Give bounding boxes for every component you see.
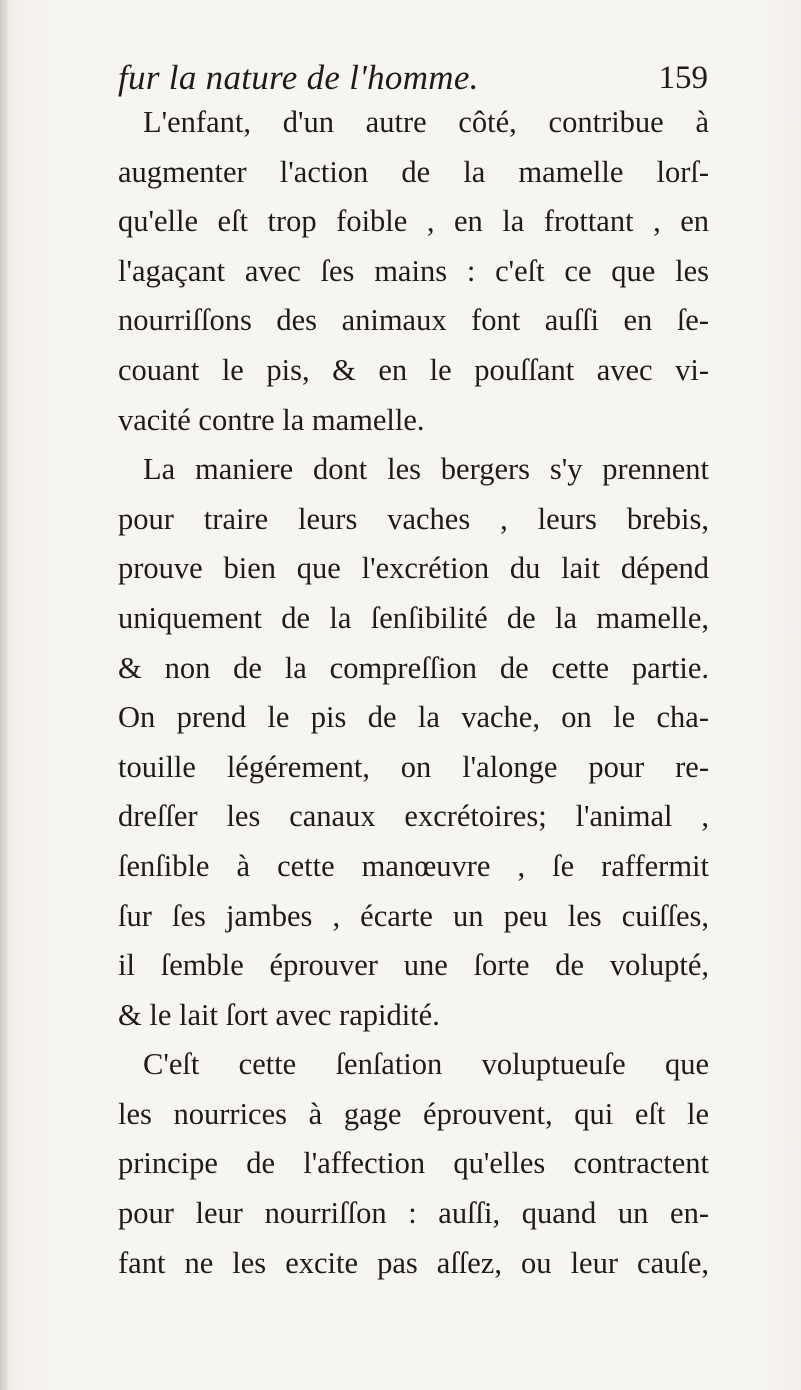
text-line: il ſemble éprouver une ſorte de volupté, [118, 948, 709, 983]
text-line: La maniere dont les bergers s'y prennent [143, 452, 709, 487]
text-line: l'agaçant avec ſes mains : c'eſt ce que les [118, 253, 709, 288]
text-line: & non de la compreſſion de cette partie. [118, 650, 709, 685]
text-line: L'enfant, d'un autre côté, contribue à [143, 105, 709, 139]
text-line: couant le pis, & en le pouſſant avec vi- [118, 352, 709, 387]
text-line: qu'elle eſt trop foible , en la frottant , en [118, 204, 709, 239]
text-line: On prend le pis de la vache, on le cha- [118, 700, 709, 735]
text-line: pour traire leurs vaches , leurs brebis, [118, 501, 709, 536]
text-line: touille légérement, on l'alonge pour re- [118, 749, 709, 784]
text-line: ſenſible à cette manœuvre , ſe raffermit [118, 848, 709, 883]
text-line: & le lait ſort avec rapidité. [118, 997, 440, 1032]
body-text [118, 98, 709, 1288]
binding-edge [0, 0, 8, 1390]
text-line: principe de l'affection qu'elles contractent [118, 1146, 709, 1181]
running-head: fur la nature de l'homme. [118, 58, 479, 97]
text-line: les nourrices à gage éprouvent, qui eſt le [118, 1096, 709, 1131]
text-line: ſur ſes jambes , écarte un peu les cuiſſes, [118, 898, 709, 933]
text-line: C'eſt cette ſenſation voluptueuſe que [143, 1047, 709, 1082]
text-line: dreſſer les canaux excrétoires; l'animal , [118, 799, 709, 834]
text-line: augmenter l'action de la mamelle lorſ- [118, 154, 709, 189]
text-line: uniquement de la ſenſibilité de la mamelle, [118, 600, 709, 635]
text-line: pour leur nourriſſon : auſſi, quand un en- [118, 1196, 709, 1231]
text-line: prouve bien que l'excrétion du lait dépend [118, 551, 709, 586]
text-line: fant ne les excite pas aſſez, ou leur cauſe, [118, 1245, 709, 1280]
page-number: 159 [658, 60, 708, 96]
text-line: nourriſſons des animaux font auſſi en ſe- [118, 303, 709, 338]
text-line: vacité contre la mamelle. [118, 402, 425, 437]
